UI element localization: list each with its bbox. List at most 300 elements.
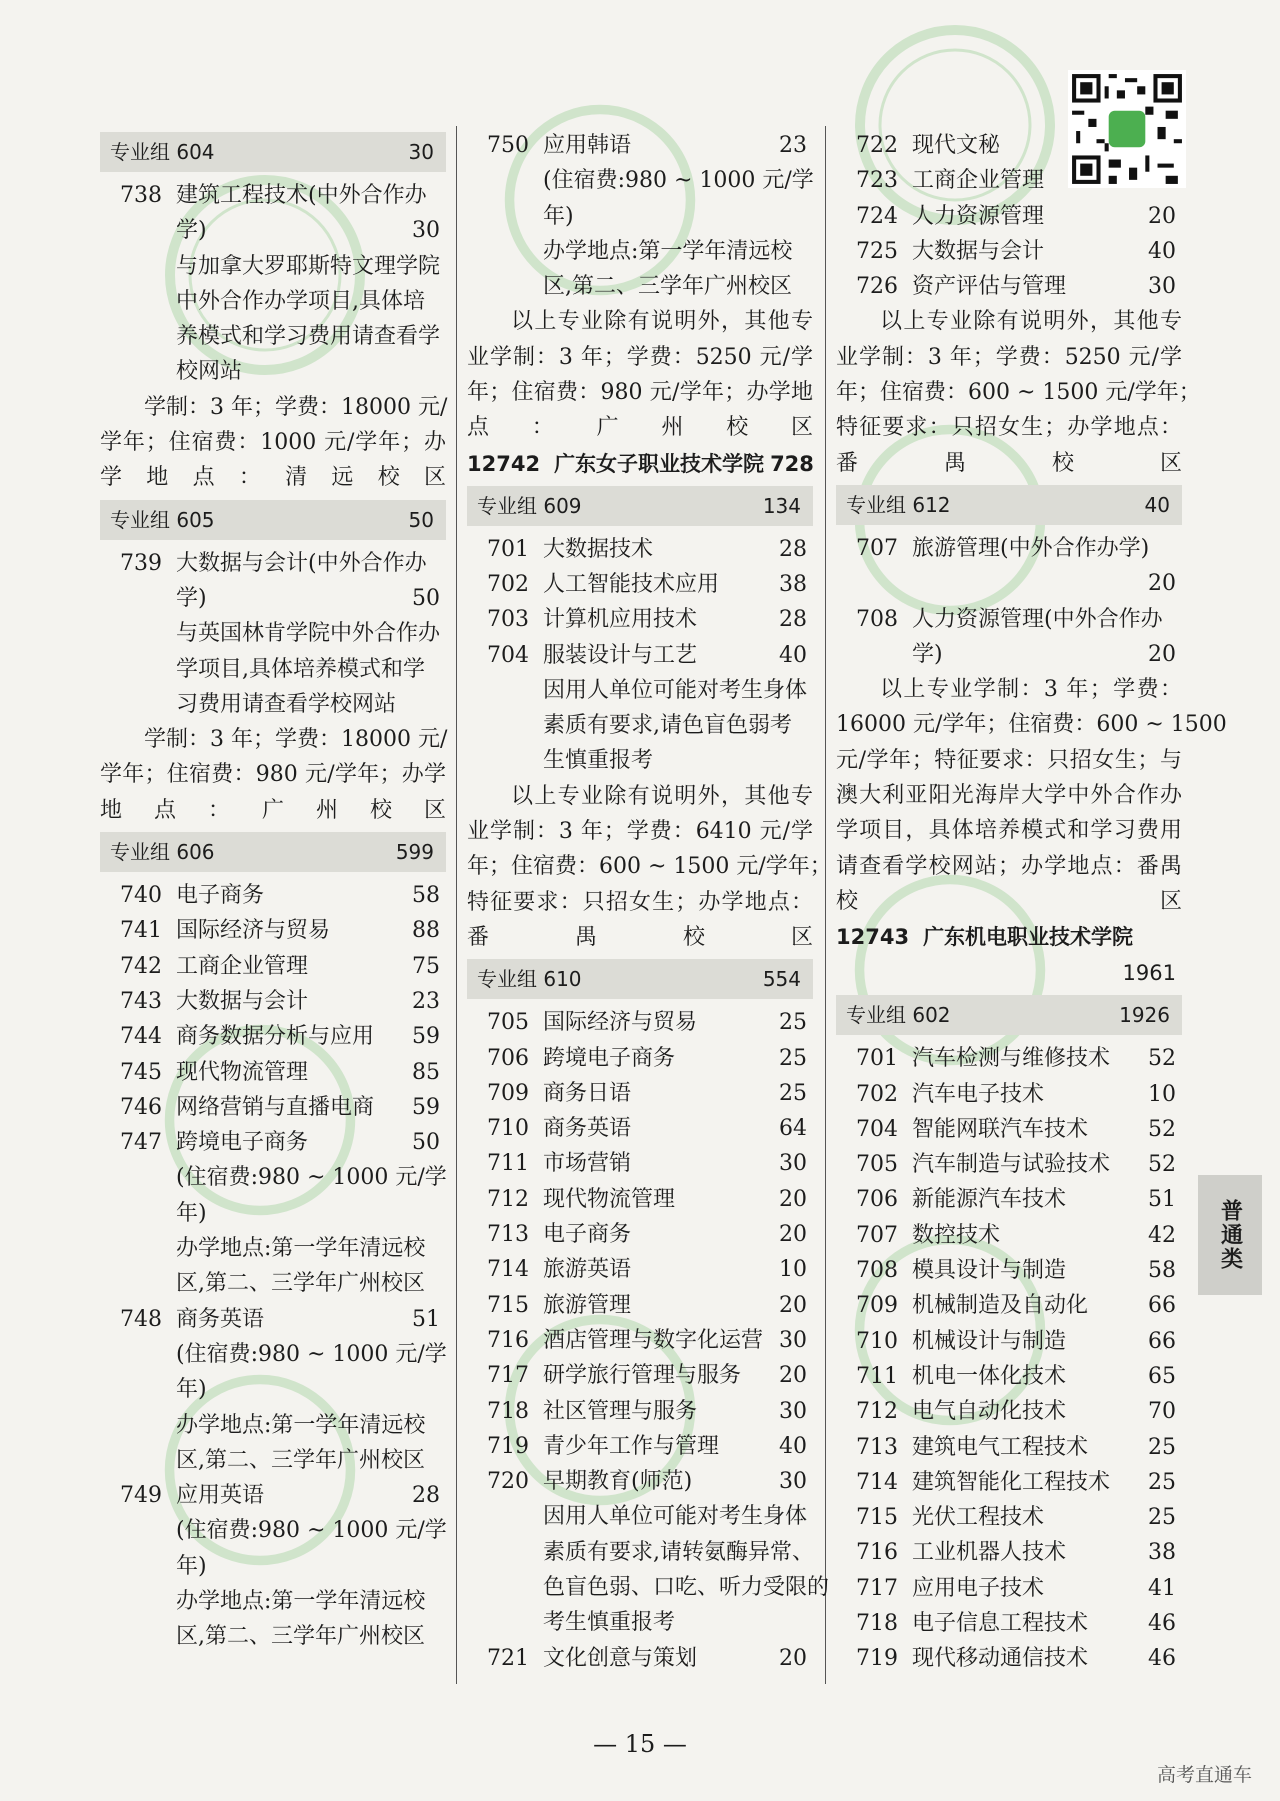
major-code: 713 <box>487 1222 529 1248</box>
major-row <box>836 1641 1182 1676</box>
major-note <box>100 1443 446 1478</box>
major-count: 30 <box>779 1327 807 1353</box>
major-code: 702 <box>487 571 529 597</box>
major-note <box>100 249 446 284</box>
major-name: 旅游管理(中外合作办学) <box>912 535 1150 561</box>
group-label: 专业组 604 <box>110 140 215 164</box>
major-count: 28 <box>779 536 807 562</box>
column-3 <box>836 128 1227 1677</box>
major-count: 41 <box>1148 1575 1176 1601</box>
major-note <box>100 1196 446 1231</box>
major-count: 51 <box>412 1306 440 1332</box>
major-count: 88 <box>412 918 440 944</box>
major-name: 建筑智能化工程技术 <box>912 1469 1111 1495</box>
group-count: 599 <box>395 840 434 865</box>
column-divider <box>456 126 457 1684</box>
paragraph-line: 年；住宿费：980 元/学年；办学地 <box>467 380 813 406</box>
major-count: 20 <box>779 1292 807 1318</box>
note-text: 区,第二、三学年广州校区 <box>176 1271 425 1297</box>
major-count: 20 <box>779 1186 807 1212</box>
major-row <box>467 1252 813 1287</box>
major-code: 704 <box>856 1116 898 1142</box>
major-count: 25 <box>1148 1505 1176 1531</box>
major-count: 10 <box>779 1257 807 1283</box>
major-code: 740 <box>120 883 162 909</box>
paragraph-line: 业学制：3 年；学费：5250 元/学 <box>467 344 813 370</box>
major-note <box>100 581 446 616</box>
note-text: 中外合作办学项目,具体培 <box>176 288 425 314</box>
note-text: 区,第二、三学年广州校区 <box>176 1624 425 1650</box>
major-row <box>836 1324 1182 1359</box>
major-row <box>100 1478 446 1513</box>
major-row <box>100 878 446 913</box>
major-count: 30 <box>779 1469 807 1495</box>
major-count: 38 <box>779 571 807 597</box>
major-count: 70 <box>1148 1399 1176 1425</box>
major-count: 46 <box>1148 1610 1176 1636</box>
note-text: (住宿费:980 ~ 1000 元/学 <box>176 1341 447 1367</box>
major-note <box>467 708 813 743</box>
major-code: 708 <box>856 1258 898 1284</box>
major-code: 705 <box>487 1010 529 1036</box>
major-code: 716 <box>487 1327 529 1353</box>
major-row <box>836 1394 1182 1429</box>
major-name: 智能网联汽车技术 <box>912 1116 1089 1142</box>
major-count: 30 <box>1148 274 1176 300</box>
note-text: 办学地点:第一学年清远校 <box>543 238 793 264</box>
major-note <box>100 354 446 389</box>
major-note <box>100 687 446 722</box>
major-note <box>467 1535 813 1570</box>
major-row <box>467 1217 813 1252</box>
note-text: 年) <box>176 1553 207 1579</box>
major-row <box>100 1090 446 1125</box>
major-row <box>100 1019 446 1054</box>
major-row <box>100 1302 446 1337</box>
major-name: 汽车检测与维修技术 <box>912 1046 1111 1072</box>
paragraph-line: 番禺校区 <box>467 924 813 950</box>
major-row <box>467 1429 813 1464</box>
major-row <box>467 1323 813 1358</box>
note-text: 因用人单位可能对考生身体 <box>543 677 808 703</box>
major-count: 59 <box>412 1094 440 1120</box>
major-name: 数控技术 <box>912 1222 1001 1248</box>
major-name: 工商企业管理 <box>912 168 1045 194</box>
institution-name: 广东女子职业技术学院 <box>554 451 765 476</box>
brand-label: 高考直通车 <box>1156 1764 1252 1786</box>
major-row <box>467 1641 813 1676</box>
major-name: 电气自动化技术 <box>912 1399 1067 1425</box>
note-text: 年) <box>543 203 574 229</box>
major-count: 40 <box>1148 238 1176 264</box>
institution-code: 12742 <box>467 451 541 476</box>
major-row <box>836 234 1182 269</box>
major-row <box>836 1253 1182 1288</box>
major-row <box>467 638 813 673</box>
paragraph-line: 学年；住宿费：1000 元/学年；办 <box>100 430 446 456</box>
note-text: 区,第二、三学年广州校区 <box>543 274 792 300</box>
major-count: 30 <box>779 1151 807 1177</box>
note-text: 区,第二、三学年广州校区 <box>176 1447 425 1473</box>
institution-heading <box>836 919 1182 955</box>
major-row <box>836 602 1182 637</box>
major-note <box>467 269 813 304</box>
major-row <box>836 1465 1182 1500</box>
major-code: 709 <box>487 1080 529 1106</box>
major-code: 746 <box>120 1094 162 1120</box>
major-name: 人力资源管理(中外合作办 <box>912 606 1163 632</box>
major-row <box>467 1041 813 1076</box>
major-code: 708 <box>856 606 898 632</box>
major-count: 52 <box>1148 1046 1176 1072</box>
note-text: 习费用请查看学校网站 <box>176 691 397 717</box>
major-count: 46 <box>1148 1646 1176 1672</box>
group-header <box>836 485 1182 525</box>
group-count: 50 <box>408 507 434 532</box>
paragraph-line: 学制：3 年；学费：18000 元/ <box>144 727 448 753</box>
major-count: 38 <box>1148 1540 1176 1566</box>
major-row <box>467 1146 813 1181</box>
major-note <box>467 1499 813 1534</box>
note-text: 学) <box>176 585 207 611</box>
major-note <box>467 673 813 708</box>
major-code: 717 <box>487 1363 529 1389</box>
paragraph-line: 业学制：3 年；学费：5250 元/学 <box>836 344 1182 370</box>
institution-heading <box>467 446 813 482</box>
major-row <box>467 567 813 602</box>
group-label: 专业组 610 <box>477 967 582 992</box>
major-name: 资产评估与管理 <box>912 274 1067 300</box>
major-name: 电子信息工程技术 <box>912 1610 1089 1636</box>
group-count: 554 <box>762 967 801 992</box>
note-text: (住宿费:980 ~ 1000 元/学 <box>543 168 814 194</box>
major-name: 早期教育(师范) <box>543 1469 693 1495</box>
major-code: 712 <box>487 1186 529 1212</box>
major-row <box>467 1358 813 1393</box>
major-name: 电子商务 <box>176 883 265 909</box>
major-name: 社区管理与服务 <box>543 1398 698 1424</box>
major-count: 28 <box>412 1483 440 1509</box>
paragraph-line: 特征要求：只招女生；办学地点： <box>836 415 1182 441</box>
major-note <box>100 1337 446 1372</box>
major-name: 人力资源管理 <box>912 203 1045 229</box>
group-header <box>467 959 813 999</box>
major-name: 大数据与会计 <box>176 988 309 1014</box>
major-count: 20 <box>779 1645 807 1671</box>
major-name: 旅游英语 <box>543 1257 632 1283</box>
paragraph-line: 澳大利亚阳光海岸大学中外合作办 <box>836 783 1182 809</box>
major-name: 应用英语 <box>176 1483 265 1509</box>
paragraph-line: 以上专业除有说明外，其他专 <box>880 309 1182 335</box>
institution-count: 1961 <box>1122 961 1176 986</box>
major-name: 计算机应用技术 <box>543 607 698 633</box>
note-text: 色盲色弱、口吃、听力受限的 <box>543 1574 830 1600</box>
paragraph-line: 16000 元/学年；住宿费：600 ~ 1500 <box>836 712 1227 738</box>
note-text: (住宿费:980 ~ 1000 元/学 <box>176 1518 447 1544</box>
major-row <box>100 1125 446 1160</box>
major-name: 机电一体化技术 <box>912 1363 1067 1389</box>
major-code: 726 <box>856 274 898 300</box>
major-code: 704 <box>487 642 529 668</box>
column-2 <box>467 128 832 1676</box>
major-count: 30 <box>779 1398 807 1424</box>
major-count: 42 <box>1148 1222 1176 1248</box>
major-name: 市场营销 <box>543 1151 632 1177</box>
major-name: 电子商务 <box>543 1222 632 1248</box>
major-name: 服装设计与工艺 <box>543 642 698 668</box>
major-count: 23 <box>779 133 807 158</box>
major-count: 58 <box>1148 1258 1176 1284</box>
note-text: 学) <box>176 218 207 244</box>
major-name: 现代文秘 <box>912 133 1001 158</box>
major-name: 研学旅行管理与服务 <box>543 1363 742 1389</box>
major-row <box>836 1147 1182 1182</box>
major-count: 75 <box>412 953 440 979</box>
paragraph-line: 年；住宿费：600 ~ 1500 元/学年； <box>467 854 832 880</box>
note-text: 办学地点:第一学年清远校 <box>176 1236 426 1262</box>
note-text: 素质有要求,请转氨酶异常、 <box>543 1539 814 1565</box>
major-name: 国际经济与贸易 <box>543 1010 698 1036</box>
major-count: 66 <box>1148 1293 1176 1319</box>
major-name: 跨境电子商务 <box>543 1045 676 1071</box>
note-text: (住宿费:980 ~ 1000 元/学 <box>176 1165 447 1191</box>
major-note <box>100 1372 446 1407</box>
major-row <box>836 1430 1182 1465</box>
paragraph-line: 以上专业除有说明外，其他专 <box>511 783 813 809</box>
major-row <box>467 1288 813 1323</box>
major-code: 744 <box>120 1024 162 1050</box>
major-name: 模具设计与制造 <box>912 1258 1067 1284</box>
major-name: 旅游管理 <box>543 1292 632 1318</box>
paragraph-line: 校区 <box>836 888 1182 914</box>
group-header <box>836 995 1182 1035</box>
major-row <box>836 1606 1182 1641</box>
group-count: 30 <box>408 140 434 164</box>
major-count: 10 <box>1148 1081 1176 1107</box>
major-count: 58 <box>412 883 440 909</box>
major-row <box>836 1041 1182 1076</box>
major-name: 大数据与会计 <box>912 238 1045 264</box>
major-code: 723 <box>856 168 898 194</box>
paragraph-line: 特征要求：只招女生；办学地点： <box>467 889 813 915</box>
group-label: 专业组 602 <box>846 1003 951 1028</box>
major-code: 710 <box>487 1116 529 1142</box>
major-name: 商务数据分析与应用 <box>176 1024 375 1050</box>
major-code: 710 <box>856 1328 898 1354</box>
major-code: 718 <box>856 1610 898 1636</box>
major-name: 文化创意与策划 <box>543 1645 698 1671</box>
major-row <box>836 1359 1182 1394</box>
major-row <box>836 128 1182 163</box>
major-count: 59 <box>412 1024 440 1050</box>
major-name: 工商企业管理 <box>176 953 309 979</box>
major-note <box>467 1570 830 1605</box>
paragraph-line: 业学制：3 年；学费：6410 元/学 <box>467 819 813 845</box>
major-code: 743 <box>120 988 162 1014</box>
group-label: 专业组 612 <box>846 492 951 517</box>
major-note <box>467 234 813 269</box>
group-header <box>100 832 446 872</box>
group-label: 专业组 609 <box>477 493 582 518</box>
paragraph-line: 以上专业除有说明外，其他专 <box>511 309 813 335</box>
major-count: 20 <box>779 1222 807 1248</box>
major-count: 40 <box>779 1433 807 1459</box>
note-text: 素质有要求,请色盲色弱考 <box>543 713 792 739</box>
note-text: 因用人单位可能对考生身体 <box>543 1504 808 1530</box>
major-note <box>100 1619 446 1654</box>
paragraph-line: 番禺校区 <box>836 450 1182 476</box>
major-code: 717 <box>856 1575 898 1601</box>
major-name: 汽车制造与试验技术 <box>912 1152 1111 1178</box>
major-row <box>100 913 446 948</box>
major-name: 现代物流管理 <box>543 1186 676 1212</box>
major-code: 706 <box>856 1187 898 1213</box>
major-row <box>467 1182 813 1217</box>
paragraph-line: 年；住宿费：600 ~ 1500 元/学年； <box>836 380 1201 406</box>
major-code: 725 <box>856 238 898 264</box>
major-code: 709 <box>856 1293 898 1319</box>
major-count: 25 <box>779 1010 807 1036</box>
major-count: 52 <box>1148 1116 1176 1142</box>
major-count: 25 <box>779 1045 807 1071</box>
major-name: 应用韩语 <box>543 133 632 158</box>
major-row <box>467 1394 813 1429</box>
major-code: 738 <box>120 183 162 208</box>
major-code: 712 <box>856 1399 898 1425</box>
major-name: 应用电子技术 <box>912 1575 1045 1601</box>
major-note <box>467 163 813 198</box>
major-code: 701 <box>487 536 529 562</box>
group-count: 1926 <box>1119 1003 1170 1028</box>
major-note <box>467 1605 813 1640</box>
major-row <box>100 546 446 581</box>
paragraph-line: 学制：3 年；学费：18000 元/ <box>144 394 448 420</box>
major-note <box>100 616 446 651</box>
major-note <box>100 284 446 319</box>
major-row <box>836 1077 1182 1112</box>
major-code: 741 <box>120 918 162 944</box>
major-count: 40 <box>779 642 807 668</box>
major-count: 50 <box>412 585 440 611</box>
note-text: 年) <box>176 1200 207 1226</box>
major-name: 网络营销与直播电商 <box>176 1094 375 1120</box>
major-note <box>100 213 446 248</box>
major-name: 新能源汽车技术 <box>912 1187 1067 1213</box>
institution-code: 12743 <box>836 925 910 950</box>
major-code: 724 <box>856 203 898 229</box>
note-text: 办学地点:第一学年清远校 <box>176 1588 426 1614</box>
major-code: 701 <box>856 1046 898 1072</box>
major-note <box>100 1513 446 1548</box>
major-name: 国际经济与贸易 <box>176 918 331 944</box>
note-text: 校网站 <box>176 359 243 385</box>
major-code: 745 <box>120 1059 162 1085</box>
major-note <box>100 319 446 354</box>
major-note <box>100 1266 446 1301</box>
major-row <box>467 128 813 163</box>
major-name: 大数据技术 <box>543 536 654 562</box>
major-note <box>100 652 446 687</box>
major-code: 720 <box>487 1469 529 1495</box>
major-row <box>467 532 813 567</box>
major-name: 大数据与会计(中外合作办 <box>176 550 427 576</box>
major-name: 汽车电子技术 <box>912 1081 1045 1107</box>
major-name: 工业机器人技术 <box>912 1540 1067 1566</box>
major-name: 商务日语 <box>543 1080 632 1106</box>
major-row <box>836 1182 1182 1217</box>
major-name: 人工智能技术应用 <box>543 571 720 597</box>
major-note <box>836 566 1182 601</box>
major-row <box>836 163 1182 198</box>
paragraph-line: 以上专业学制：3 年；学费： <box>880 677 1182 703</box>
major-code: 749 <box>120 1483 162 1509</box>
major-count: 25 <box>779 1080 807 1106</box>
group-count: 134 <box>762 493 801 518</box>
major-code: 702 <box>856 1081 898 1107</box>
note-text: 学项目,具体培养模式和学 <box>176 656 425 682</box>
major-code: 707 <box>856 1222 898 1248</box>
major-code: 750 <box>487 133 529 158</box>
major-name: 跨境电子商务 <box>176 1130 309 1156</box>
paragraph-line: 点：广州校区 <box>467 415 813 441</box>
major-count: 20 <box>779 1363 807 1389</box>
major-note <box>100 1584 446 1619</box>
column-1 <box>100 128 446 1655</box>
major-name: 建筑电气工程技术 <box>912 1434 1089 1460</box>
major-row <box>836 531 1182 566</box>
major-code: 714 <box>487 1257 529 1283</box>
paragraph-line: 学地点：清远校区 <box>100 465 446 491</box>
major-note <box>467 743 813 778</box>
note-text: 学) <box>912 641 943 667</box>
major-note <box>100 1160 446 1195</box>
note-text: 与英国林肯学院中外合作办 <box>176 621 441 647</box>
group-header <box>100 500 446 540</box>
major-row <box>467 1111 813 1146</box>
paragraph-line: 请查看学校网站；办学地点：番禺 <box>836 853 1182 879</box>
major-code: 707 <box>856 535 898 561</box>
paragraph-line: 学项目，具体培养模式和学习费用 <box>836 818 1182 844</box>
major-code: 719 <box>856 1646 898 1672</box>
major-row <box>467 1076 813 1111</box>
major-note <box>836 637 1182 672</box>
major-note <box>100 1408 446 1443</box>
paragraph-line: 元/学年；特征要求：只招女生；与 <box>836 747 1182 773</box>
major-count: 85 <box>412 1059 440 1085</box>
major-count: 52 <box>1148 1152 1176 1178</box>
major-count: 20 <box>1148 641 1176 667</box>
major-count: 23 <box>412 988 440 1014</box>
note-text: 与加拿大罗耶斯特文理学院 <box>176 253 441 279</box>
major-row <box>100 984 446 1019</box>
major-row <box>467 1005 813 1040</box>
major-code: 715 <box>487 1292 529 1318</box>
major-code: 742 <box>120 953 162 979</box>
major-row <box>836 269 1182 304</box>
major-row <box>836 1218 1182 1253</box>
major-count: 28 <box>779 607 807 633</box>
major-name: 光伏工程技术 <box>912 1505 1045 1531</box>
major-code: 711 <box>856 1363 898 1389</box>
major-row <box>100 949 446 984</box>
major-count: 51 <box>1148 1187 1176 1213</box>
major-row <box>467 1464 813 1499</box>
major-row <box>100 1055 446 1090</box>
major-code: 714 <box>856 1469 898 1495</box>
major-name: 酒店管理与数字化运营 <box>543 1327 764 1353</box>
major-count: 20 <box>1148 203 1176 229</box>
major-row <box>836 1500 1182 1535</box>
